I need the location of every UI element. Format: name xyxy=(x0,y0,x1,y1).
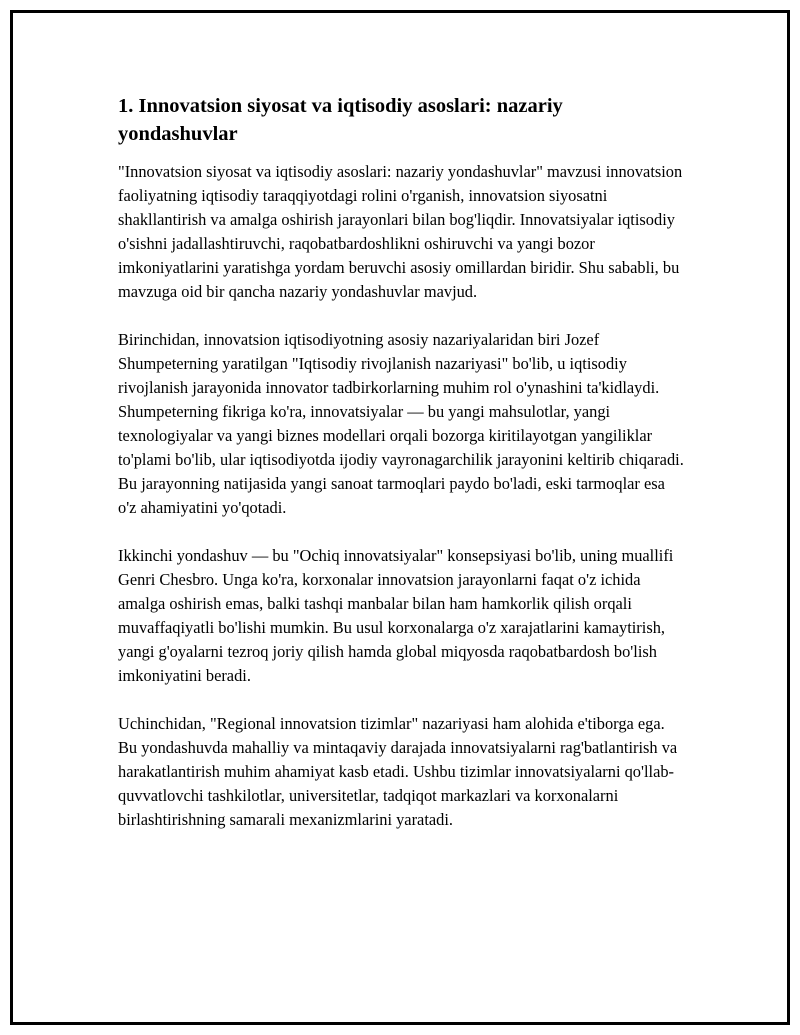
paragraph-intro: "Innovatsion siyosat va iqtisodiy asoslari: nazariy yondashuvlar" mavzusi innovatsion faoliyatning iqtisodiy taraqqiyotdagi rolini o'rganish, innovatsion siyosatni shakllantirish va amalga oshirish jarayonlari bilan bog'liqdir. Innovatsiyalar iqtisodiy o'sishni jadallashtiruvchi, raqobatbardoshlikni oshiruvchi va yangi bozor imkoniyatlarini yaratishga yordam beruvchi asosiy omillardan biridir. Shu sababli, bu mavzuga oid bir qancha nazariy yondashuvlar mavjud. xyxy=(118,162,683,301)
paragraph-schumpeter: Birinchidan, innovatsion iqtisodiyotning asosiy nazariyalaridan biri Jozef Shumpeterning yaratilgan "Iqtisodiy rivojlanish nazariyasi" bo'lib, u iqtisodiy rivojlanish jarayonida innovator tadbirkorlarning muhim rol o'ynashini ta'kidlaydi. Shumpeterning fikriga ko'ra, innovatsiyalar — bu yangi mahsulotlar, yangi texnologiyalar va yangi biznes modellari orqali bozorga kiritilayotgan yangiliklar to'plami bo'lib, ular iqtisodiyotda ijodiy vayronagarchilik jarayonini keltirib chiqaradi. Bu jarayonning natijasida yangi sanoat tarmoqlari paydo bo'ladi, eski tarmoqlar esa o'z ahamiyatini yo'qotadi. xyxy=(118,330,684,517)
paragraph-regional-systems: Uchinchidan, "Regional innovatsion tizimlar" nazariyasi ham alohida e'tiborga ega. Bu yondashuvda mahalliy va mintaqaviy darajada innovatsiyalarni rag'batlantirish va harakatlantirish muhim ahamiyat kasb etadi. Ushbu tizimlar innovatsiyalarni qo'llab-quvvatlovchi tashkilotlar, universitetlar, tadqiqot markazlari va korxonalarni birlashtirishning samarali mexanizmlarini yaratadi. xyxy=(118,714,678,829)
document-body xyxy=(118,92,684,856)
paragraph-open-innovation: Ikkinchi yondashuv — bu "Ochiq innovatsiyalar" konsepsiyasi bo'lib, uning muallifi Genri Chesbro. Unga ko'ra, korxonalar innovatsion jarayonlarni faqat o'z ichida amalga oshirish emas, balki tashqi manbalar bilan ham hamkorlik qilish orqali muvaffaqiyatli bo'lishi mumkin. Bu usul korxonalarga o'z xarajatlarini kamaytirish, yangi g'oyalarni tezroq joriy qilish hamda global miqyosda raqobatbardosh bo'lish imkoniyatini beradi. xyxy=(118,546,674,685)
section-title: 1. Innovatsion siyosat va iqtisodiy asoslari: nazariy yondashuvlar xyxy=(118,95,563,145)
